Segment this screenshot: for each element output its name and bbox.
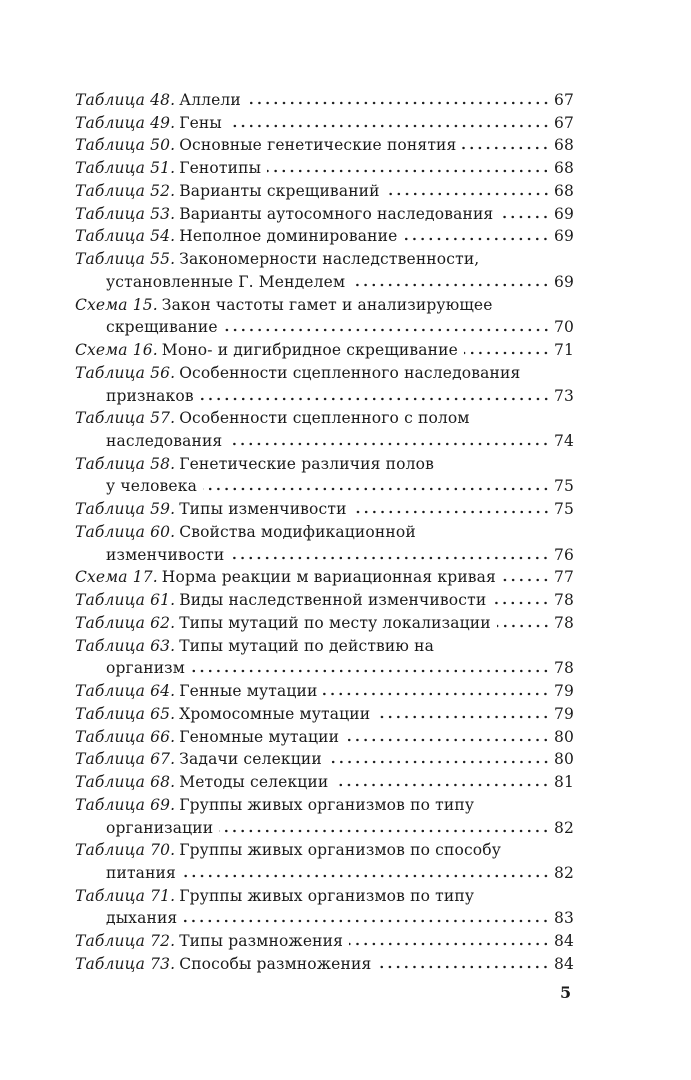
entry-title: Группы живых организмов по способу xyxy=(179,841,502,860)
toc-entry[interactable] xyxy=(75,726,574,749)
toc-line xyxy=(75,475,574,498)
entry-title: Генетические различия полов xyxy=(179,454,434,473)
dot-leader xyxy=(386,192,550,196)
toc-line xyxy=(75,589,574,612)
dot-leader xyxy=(464,351,550,355)
entry-title: Типы мутаций по действию на xyxy=(179,636,434,655)
toc-entry[interactable] xyxy=(75,225,574,248)
toc-line xyxy=(75,748,574,771)
entry-title: Варианты аутосомного наследования xyxy=(179,204,494,223)
entry-label: Таблица 61. xyxy=(75,591,176,610)
entry-page: 73 xyxy=(553,386,574,405)
entry-label: Таблица 50. xyxy=(75,136,176,155)
entry-page: 69 xyxy=(553,272,574,291)
dot-leader xyxy=(224,328,550,332)
entry-label: Таблица 63. xyxy=(75,636,176,655)
dot-leader xyxy=(200,397,550,401)
toc-line xyxy=(75,112,574,135)
toc-entry[interactable] xyxy=(75,566,574,589)
entry-page: 68 xyxy=(553,181,574,200)
entry-title: установленные Г. Менделем xyxy=(106,272,346,291)
entry-page: 82 xyxy=(553,818,574,837)
entry-page: 78 xyxy=(553,613,574,632)
toc-line xyxy=(75,385,574,408)
entry-title: Задачи селекции xyxy=(179,750,322,769)
toc-entry[interactable] xyxy=(75,589,574,612)
toc-line xyxy=(75,294,574,317)
entry-title: Генные мутации xyxy=(179,682,318,701)
entry-page: 81 xyxy=(553,773,574,792)
entry-title: Особенности сцепленного наследования xyxy=(179,363,521,382)
dot-leader xyxy=(191,669,550,673)
entry-label: Таблица 70. xyxy=(75,841,176,860)
entry-label: Таблица 53. xyxy=(75,204,176,223)
entry-title: организм xyxy=(106,659,185,678)
entry-label: Таблица 71. xyxy=(75,886,176,905)
entry-title: Типы мутаций по месту локализации xyxy=(179,613,491,632)
entry-title: скрещивание xyxy=(106,318,218,337)
entry-label: Схема 17. xyxy=(75,568,158,587)
toc-line xyxy=(75,498,574,521)
dot-leader xyxy=(462,146,550,150)
entry-title: Группы живых организмов по типу xyxy=(179,795,475,814)
entry-label: Таблица 59. xyxy=(75,500,176,519)
toc-entry[interactable] xyxy=(75,771,574,794)
toc-line xyxy=(75,953,574,976)
entry-title: у человека xyxy=(106,477,197,496)
toc-line xyxy=(75,703,574,726)
toc-line xyxy=(75,521,574,544)
toc-entry[interactable] xyxy=(75,180,574,203)
entry-label: Таблица 52. xyxy=(75,181,176,200)
toc-line xyxy=(75,89,574,112)
toc-entry[interactable] xyxy=(75,89,574,112)
entry-label: Таблица 57. xyxy=(75,409,176,428)
dot-leader xyxy=(492,601,550,605)
entry-title: Норма реакции м вариационная кривая xyxy=(161,568,496,587)
toc-entry[interactable] xyxy=(75,748,574,771)
dot-leader xyxy=(183,919,550,923)
toc-line xyxy=(75,839,574,862)
toc-entry[interactable] xyxy=(75,453,574,498)
toc-entry[interactable] xyxy=(75,953,574,976)
entry-title: Неполное доминирование xyxy=(179,227,398,246)
entry-title: Группы живых организмов по типу xyxy=(179,886,475,905)
entry-page: 78 xyxy=(553,591,574,610)
entry-title: Гены xyxy=(179,113,222,132)
entry-label: Таблица 62. xyxy=(75,613,176,632)
toc-line xyxy=(75,885,574,908)
entry-title: Закономерности наследственности, xyxy=(179,250,480,269)
entry-title: Хромосомные мутации xyxy=(179,704,371,723)
toc-entry[interactable] xyxy=(75,521,574,566)
toc-line xyxy=(75,817,574,840)
toc-line xyxy=(75,248,574,271)
entry-title: Генотипы xyxy=(179,159,262,178)
toc-line xyxy=(75,794,574,817)
toc-line xyxy=(75,930,574,953)
dot-leader xyxy=(203,487,550,491)
dot-leader xyxy=(499,215,550,219)
toc-line xyxy=(75,566,574,589)
entry-title: питания xyxy=(106,863,176,882)
entry-title: Типы размножения xyxy=(179,932,344,951)
toc-line xyxy=(75,316,574,339)
toc-line xyxy=(75,726,574,749)
entry-label: Схема 15. xyxy=(75,295,158,314)
entry-title: Варианты скрещиваний xyxy=(179,181,380,200)
entry-title: наследования xyxy=(106,432,223,451)
toc-line xyxy=(75,225,574,248)
toc-entry[interactable] xyxy=(75,112,574,135)
entry-page: 80 xyxy=(553,750,574,769)
entry-title: Особенности сцепленного с полом xyxy=(179,409,470,428)
entry-label: Таблица 55. xyxy=(75,250,176,269)
entry-label: Таблица 58. xyxy=(75,454,176,473)
entry-page: 68 xyxy=(553,159,574,178)
entry-label: Таблица 68. xyxy=(75,773,176,792)
entry-title: Закон частоты гамет и анализирующее xyxy=(161,295,493,314)
entry-page: 79 xyxy=(553,704,574,723)
entry-page: 84 xyxy=(553,932,574,951)
dot-leader xyxy=(247,101,550,105)
entry-title: организации xyxy=(106,818,214,837)
entry-label: Таблица 48. xyxy=(75,91,176,109)
entry-title: Виды наследственной изменчивости xyxy=(179,591,487,610)
toc-entry[interactable] xyxy=(75,294,574,339)
entry-label: Таблица 69. xyxy=(75,795,176,814)
toc-entry[interactable] xyxy=(75,612,574,635)
entry-label: Таблица 56. xyxy=(75,363,176,382)
entry-title: Основные генетические понятия xyxy=(179,136,457,155)
entry-label: Таблица 54. xyxy=(75,227,176,246)
dot-leader xyxy=(403,237,550,241)
toc-line xyxy=(75,544,574,567)
entry-title: изменчивости xyxy=(106,545,225,564)
toc-entry[interactable] xyxy=(75,248,574,293)
toc-line xyxy=(75,362,574,385)
toc-entry[interactable] xyxy=(75,839,574,884)
toc-line xyxy=(75,339,574,362)
entry-title: Геномные мутации xyxy=(179,727,340,746)
dot-leader xyxy=(228,124,550,128)
dot-leader xyxy=(345,738,550,742)
dot-leader xyxy=(497,624,550,628)
toc-entry[interactable] xyxy=(75,635,574,680)
entry-page: 71 xyxy=(553,341,574,360)
entry-page: 79 xyxy=(553,682,574,701)
dot-leader xyxy=(328,760,550,764)
dot-leader xyxy=(349,942,550,946)
toc-line xyxy=(75,271,574,294)
entry-page: 78 xyxy=(553,659,574,678)
toc-line xyxy=(75,862,574,885)
toc-line xyxy=(75,134,574,157)
entry-page: 70 xyxy=(553,318,574,337)
toc-entry[interactable] xyxy=(75,407,574,452)
entry-title: Моно- и дигибридное скрещивание xyxy=(161,341,458,360)
entry-page: 75 xyxy=(553,477,574,496)
dot-leader xyxy=(230,556,550,560)
toc-entry[interactable] xyxy=(75,157,574,180)
toc-line xyxy=(75,680,574,703)
entry-page: 67 xyxy=(553,91,574,109)
toc-line xyxy=(75,157,574,180)
dot-leader xyxy=(502,578,550,582)
toc-entry[interactable] xyxy=(75,930,574,953)
toc-line xyxy=(75,407,574,430)
entry-page: 83 xyxy=(553,909,574,928)
toc-line xyxy=(75,203,574,226)
entry-title: Свойства модификационной xyxy=(179,522,416,541)
toc-entry[interactable] xyxy=(75,498,574,521)
entry-page: 68 xyxy=(553,136,574,155)
toc-line xyxy=(75,430,574,453)
toc-line xyxy=(75,635,574,658)
entry-title: дыхания xyxy=(106,909,178,928)
dot-leader xyxy=(219,829,550,833)
entry-label: Схема 16. xyxy=(75,341,158,360)
dot-leader xyxy=(377,965,550,969)
toc-line xyxy=(75,453,574,476)
toc-line xyxy=(75,180,574,203)
entry-page: 67 xyxy=(553,113,574,132)
entry-page: 74 xyxy=(553,432,574,451)
toc-entry[interactable] xyxy=(75,885,574,930)
entry-page: 82 xyxy=(553,863,574,882)
entry-label: Таблица 65. xyxy=(75,704,176,723)
entry-title: Типы изменчивости xyxy=(179,500,347,519)
dot-leader xyxy=(351,283,550,287)
entry-title: Методы селекции xyxy=(179,773,329,792)
toc-entry[interactable] xyxy=(75,134,574,157)
entry-title: признаков xyxy=(106,386,194,405)
toc-entry[interactable] xyxy=(75,362,574,407)
entry-title: Способы размножения xyxy=(179,954,372,973)
entry-label: Таблица 67. xyxy=(75,750,176,769)
entry-title: Аллели xyxy=(179,91,241,109)
entry-label: Таблица 49. xyxy=(75,113,176,132)
dot-leader xyxy=(267,169,550,173)
dot-leader xyxy=(353,510,550,514)
dot-leader xyxy=(376,715,550,719)
toc-entry[interactable] xyxy=(75,203,574,226)
dot-leader xyxy=(182,874,550,878)
entry-label: Таблица 64. xyxy=(75,682,176,701)
toc-entry[interactable] xyxy=(75,703,574,726)
toc-line xyxy=(75,907,574,930)
entry-page: 80 xyxy=(553,727,574,746)
entry-label: Таблица 73. xyxy=(75,954,176,973)
toc-line xyxy=(75,657,574,680)
toc-entry[interactable] xyxy=(75,339,574,362)
entry-label: Таблица 51. xyxy=(75,159,176,178)
entry-label: Таблица 72. xyxy=(75,932,176,951)
entry-page: 76 xyxy=(553,545,574,564)
dot-leader xyxy=(228,442,550,446)
toc-entry[interactable] xyxy=(75,680,574,703)
toc-entry[interactable] xyxy=(75,794,574,839)
entry-label: Таблица 60. xyxy=(75,522,176,541)
page-number: 5 xyxy=(560,983,572,1002)
entry-label: Таблица 66. xyxy=(75,727,176,746)
entry-page: 77 xyxy=(553,568,574,587)
entry-page: 84 xyxy=(553,954,574,973)
toc-line xyxy=(75,612,574,635)
dot-leader xyxy=(334,783,550,787)
dot-leader xyxy=(323,692,550,696)
entry-page: 75 xyxy=(553,500,574,519)
entry-page: 69 xyxy=(553,204,574,223)
entry-page: 69 xyxy=(553,227,574,246)
toc-line xyxy=(75,771,574,794)
table-of-contents xyxy=(75,89,574,976)
